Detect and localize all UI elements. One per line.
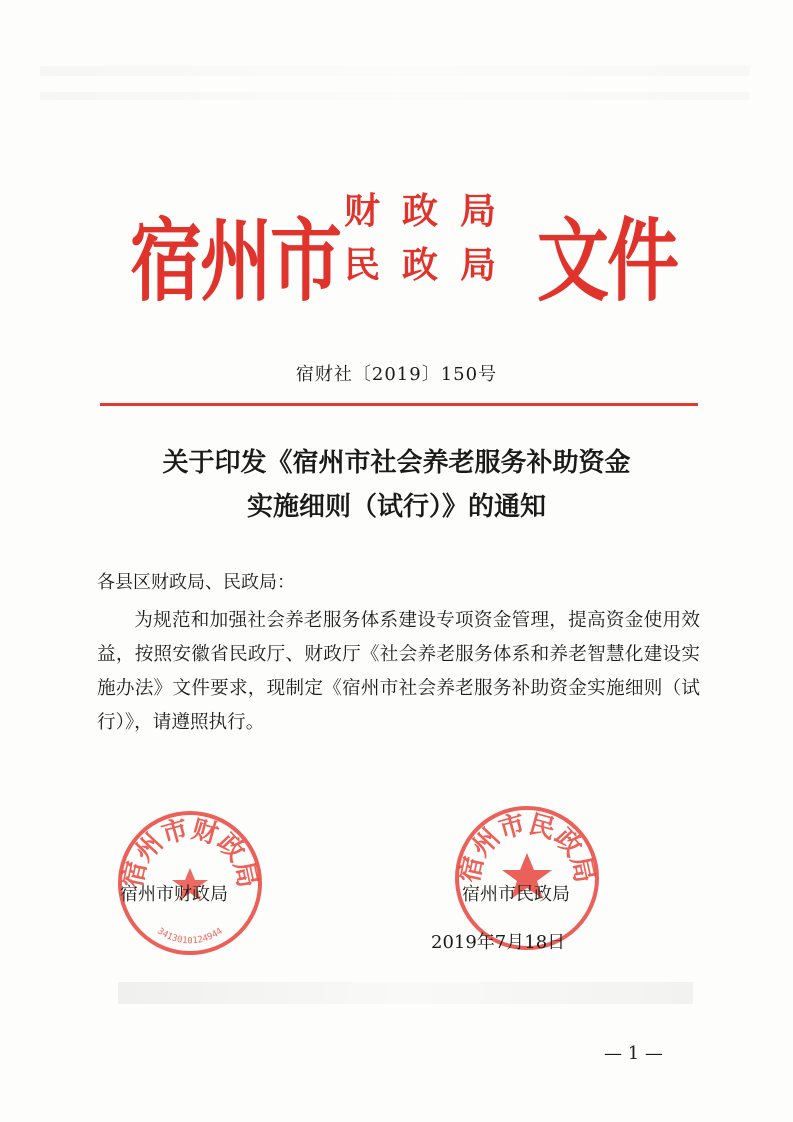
header-office-civil-affairs: 民政局 (344, 244, 519, 286)
signer-civil-affairs-bureau: 宿州市民政局 (462, 884, 570, 905)
header-office-finance: 财政局 (344, 190, 519, 232)
document-number: 宿财社〔2019〕150号 (295, 364, 498, 385)
document-title (0, 441, 793, 529)
document-header (130, 178, 678, 313)
salutation: 各县区财政局、民政局： (97, 572, 295, 593)
header-offices (344, 184, 519, 292)
signer-finance-bureau: 宿州市财政局 (120, 884, 228, 905)
title-line-1: 关于印发《宿州市社会养老服务补助资金 (162, 448, 631, 478)
svg-text:宿州市民政局: 宿州市民政局 (454, 809, 600, 886)
body-paragraph: 为规范和加强社会养老服务体系建设专项资金管理，提高资金使用效益，按照安徽省民政厅、财政厅《社会养老服务体系和养老智慧化建设实施办法》文件要求，现制定《宿州市社会养老服务补助资金实施细则（试行）》，请遵照执行。 (97, 610, 700, 733)
title-line-2: 实施细则（试行）》的通知 (246, 492, 546, 522)
red-divider-line (100, 403, 698, 406)
scan-artifact (40, 92, 750, 100)
header-city: 宿州市 (130, 206, 341, 313)
issue-date: 2019年7月18日 (431, 932, 566, 953)
scan-artifact (40, 66, 750, 76)
svg-text:宿州市财政局: 宿州市财政局 (117, 814, 263, 891)
faded-footer-artifact (118, 982, 693, 1004)
svg-text:3413010124944: 3413010124944 (155, 926, 225, 947)
page-number: — 1 — (604, 1043, 663, 1064)
header-doc-type: 文件 (537, 206, 678, 313)
